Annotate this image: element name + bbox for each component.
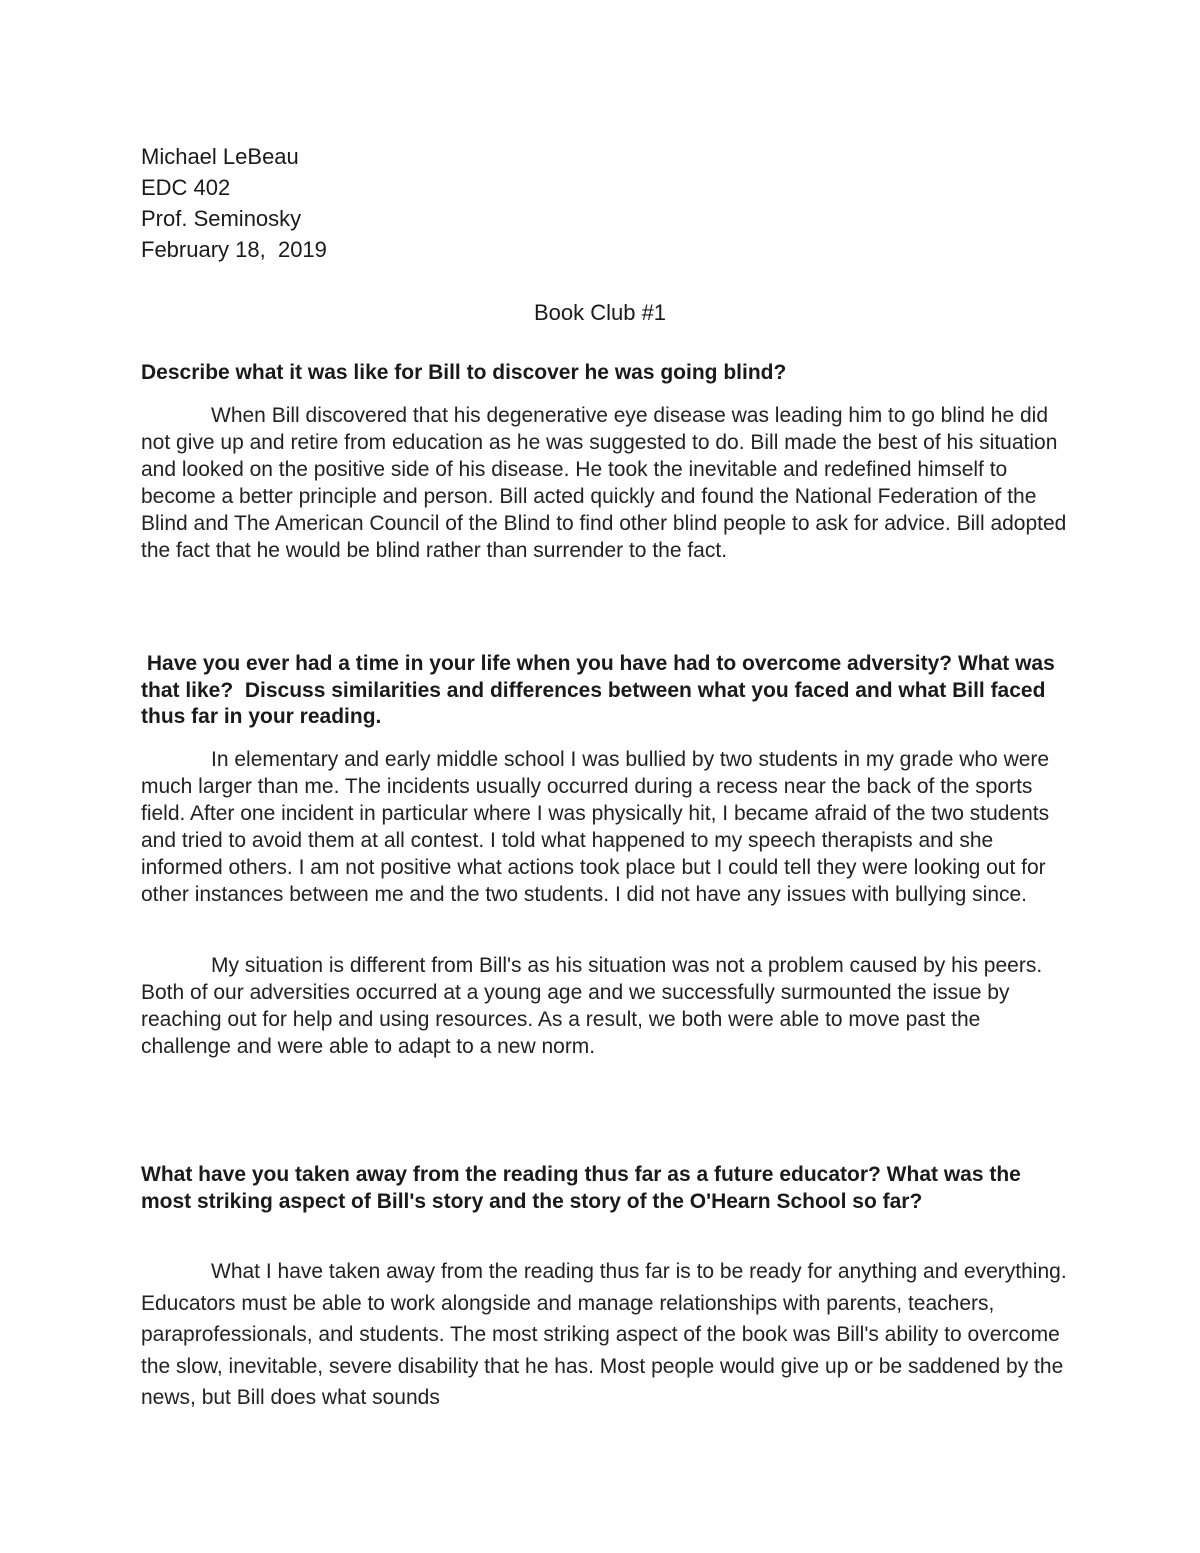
question-2: Have you ever had a time in your life when you have had to overcome adversity? What was that like? Discuss similarities and differences between what you faced and what Bill faced thus far in your reading. [141, 652, 1061, 728]
answer-2-paragraph-1: In elementary and early middle school I was bullied by two students in my grade who were much larger than me. The incidents usually occurred during a recess near the back of the sports field. After one incident in particular where I was physically hit, I became afraid of the two students and tried to avoid them at all contest. I told what happened to my speech therapists and she informed others. I am not positive what actions took place but I could tell they were looking out for other instances between me and the two students. I did not have any issues with bullying since. [141, 748, 1050, 906]
document-title: Book Club #1 [533, 300, 667, 325]
author-name: Michael LeBeau [141, 144, 299, 169]
document-header [141, 141, 327, 265]
answer-1-paragraph-1: When Bill discovered that his degenerative eye disease was leading him to go blind he did not give up and retire from education as he was suggested to do. Bill made the best of his situation and looked on the positive side of his disease. He took the inevitable and redefined himself to become a better principle and person. Bill acted quickly and found the National Federation of the Blind and The American Council of the Blind to find other blind people to ask for advice. Bill adopted the fact that he would be blind rather than surrender to the fact. [141, 404, 1067, 562]
document-date: February 18, 2019 [141, 237, 327, 262]
professor-name: Prof. Seminosky [141, 206, 302, 231]
answer-3-paragraph-1: What I have taken away from the reading thus far is to be ready for anything and everything. Educators must be able to work alongside and manage relationships with parents, teachers, paraprofessionals, and students. The most striking aspect of the book was Bill's ability to overcome the slow, inevitable, severe disability that he has. Most people would give up or be saddened by the news, but Bill does what sounds [141, 1260, 1067, 1409]
course-code: EDC 402 [141, 175, 231, 200]
answer-2-paragraph-2: My situation is different from Bill's as his situation was not a problem caused by his peers. Both of our adversities occurred at a young age and we successfully surmounted the issue by reaching out for help and using resources. As a result, we both were able to move past the challenge and were able to adapt to a new norm. [141, 954, 1043, 1058]
question-1: Describe what it was like for Bill to discover he was going blind? [141, 361, 787, 384]
question-3: What have you taken away from the reading thus far as a future educator? What was the most striking aspect of Bill's story and the story of the O'Hearn School so far? [141, 1163, 1021, 1213]
